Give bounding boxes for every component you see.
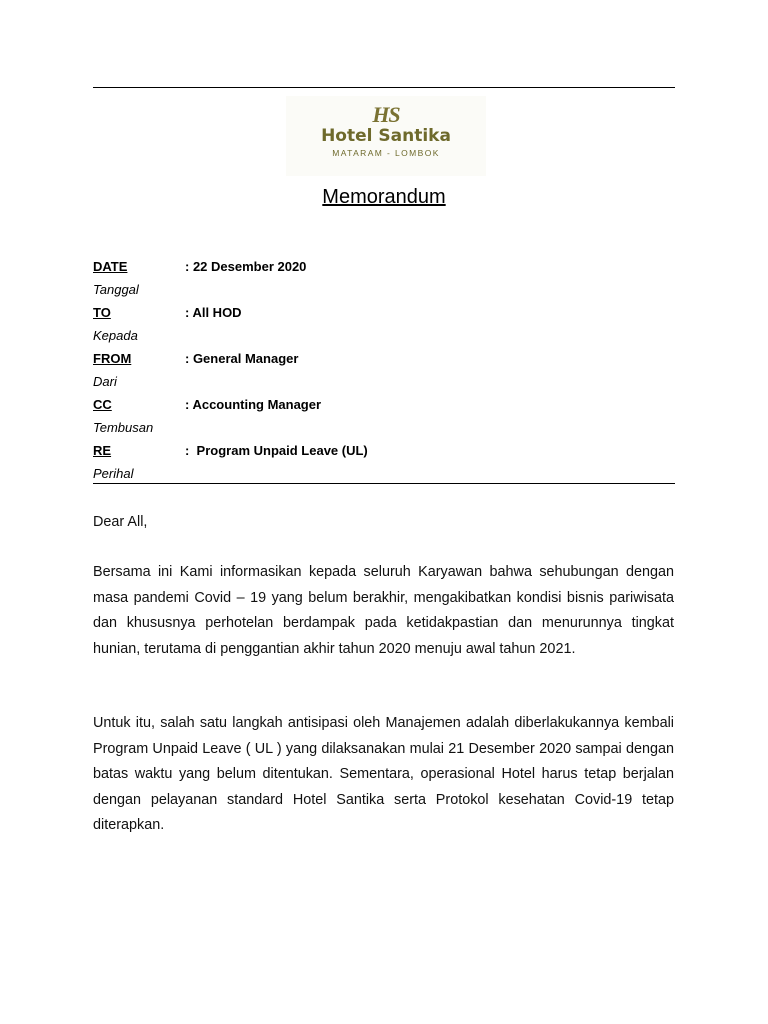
logo-location: MATARAM - LOMBOK <box>332 148 440 158</box>
header-value: : 22 Desember 2020 <box>185 259 307 274</box>
header-divider <box>93 483 675 484</box>
logo-hotel-name: Hotel Santika <box>321 126 451 146</box>
header-sub-label: Tembusan <box>93 420 154 435</box>
header-value: : Accounting Manager <box>185 397 322 412</box>
header-value: : All HOD <box>185 305 242 320</box>
hotel-logo <box>286 96 486 176</box>
header-key: TO <box>93 305 111 320</box>
header-row-to <box>93 304 675 324</box>
header-sub-label: Perihal <box>93 466 134 481</box>
header-key: CC <box>93 397 112 412</box>
header-value: : General Manager <box>185 351 299 366</box>
memo-title: Memorandum <box>322 186 446 208</box>
header-sub-label: Tanggal <box>93 282 139 297</box>
header-value: : Program Unpaid Leave (UL) <box>185 443 368 458</box>
header-sub-label: Kepada <box>93 328 138 343</box>
body-paragraph: Bersama ini Kami informasikan kepada seluruh Karyawan bahwa sehubungan dengan masa pandemi Covid – 19 yang belum berakhir, mengakibatkan kondisi bisnis pariwisata dan khususnya perhotelan berdampak pada ketidakpastian dan menurunnya tingkat hunian, terutama di penggantian akhir tahun 2020 menuju awal tahun 2021. <box>93 564 674 657</box>
header-key: RE <box>93 443 112 458</box>
header-row-date <box>93 258 675 278</box>
header-row-re <box>93 442 675 462</box>
header-key: DATE <box>93 259 128 274</box>
logo-monogram: HS <box>372 102 400 127</box>
greeting: Dear All, <box>93 514 148 530</box>
header-sub-label: Dari <box>93 374 117 389</box>
body-paragraph: Untuk itu, salah satu langkah antisipasi oleh Manajemen adalah diberlakukannya kembali Program Unpaid Leave ( UL ) yang dilaksanakan mulai 21 Desember 2020 sampai dengan batas waktu yang belum ditentukan. Sementara, operasional Hotel harus tetap berjalan dengan pelayanan standard Hotel Santika serta Protokol kesehatan Covid-19 tetap diterapkan. <box>93 715 674 833</box>
header-key: FROM <box>93 351 132 366</box>
header-row-cc <box>93 396 675 416</box>
header-row-from <box>93 350 675 370</box>
top-divider <box>93 87 675 88</box>
